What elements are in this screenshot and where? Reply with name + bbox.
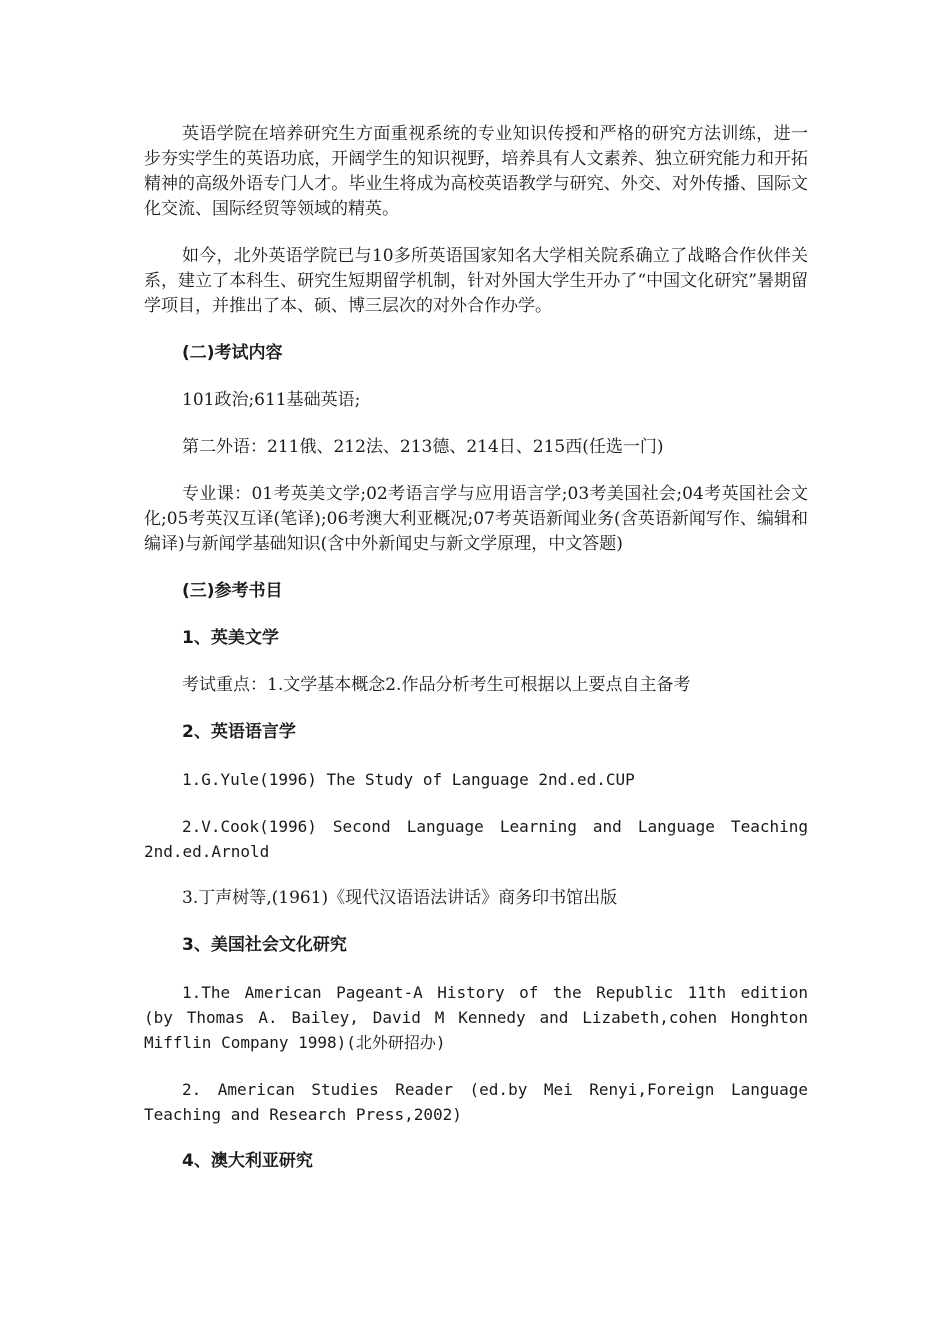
exam-major: 专业课：01考英美文学;02考语言学与应用语言学;03考美国社会;04考英国社会文化;05考英汉互译(笔译);06考澳大利亚概况;07考英语新闻业务(含英语新闻写作、编辑和编译)与新闻学基础知识(含中外新闻史与新文学原理，中文答题) (144, 484, 808, 554)
reference-item-yule: 1.G.Yule(1996) The Study of Language 2nd.ed.CUP (182, 770, 635, 789)
exam-subjects: 101政治;611基础英语; (182, 390, 361, 410)
literature-focus: 考试重点：1.文学基本概念2.作品分析考生可根据以上要点自主备考 (182, 675, 691, 695)
reference-item-ding: 3.丁声树等,(1961)《现代汉语语法讲话》商务印书馆出版 (182, 888, 618, 908)
section-title-linguistics: 2、英语语言学 (182, 722, 296, 742)
reference-item-pageant: 1.The American Pageant-A History of the Republic 11th edition (by Thomas A. Bailey, David M Kennedy and Lizabeth,cohen Honghton Mifflin Company 1998)(北外研招办) (144, 983, 808, 1052)
reference-item-cook: 2.V.Cook(1996) Second Language Learning and Language Teaching 2nd.ed.Arnold (144, 817, 808, 861)
section-title-american-studies: 3、美国社会文化研究 (182, 935, 347, 955)
section-title-literature: 1、英美文学 (182, 628, 279, 648)
exam-heading: (二)考试内容 (182, 343, 283, 363)
section-title-australia: 4、澳大利亚研究 (182, 1151, 313, 1171)
exam-second-language: 第二外语：211俄、212法、213德、214日、215西(任选一门) (182, 437, 664, 457)
document-page (144, 122, 808, 1196)
references-heading: (三)参考书目 (182, 581, 283, 601)
cooperation-paragraph: 如今，北外英语学院已与10多所英语国家知名大学相关院系确立了战略合作伙伴关系，建立了本科生、研究生短期留学机制，针对外国大学生开办了“中国文化研究”暑期留学项目，并推出了本、硕、博三层次的对外合作办学。 (144, 246, 808, 316)
intro-paragraph: 英语学院在培养研究生方面重视系统的专业知识传授和严格的研究方法训练，进一步夯实学生的英语功底，开阔学生的知识视野，培养具有人文素养、独立研究能力和开拓精神的高级外语专门人才。毕业生将成为高校英语教学与研究、外交、对外传播、国际文化交流、国际经贸等领域的精英。 (144, 124, 808, 219)
reference-item-reader: 2. American Studies Reader (ed.by Mei Renyi,Foreign Language Teaching and Research Press,2002) (144, 1080, 808, 1124)
